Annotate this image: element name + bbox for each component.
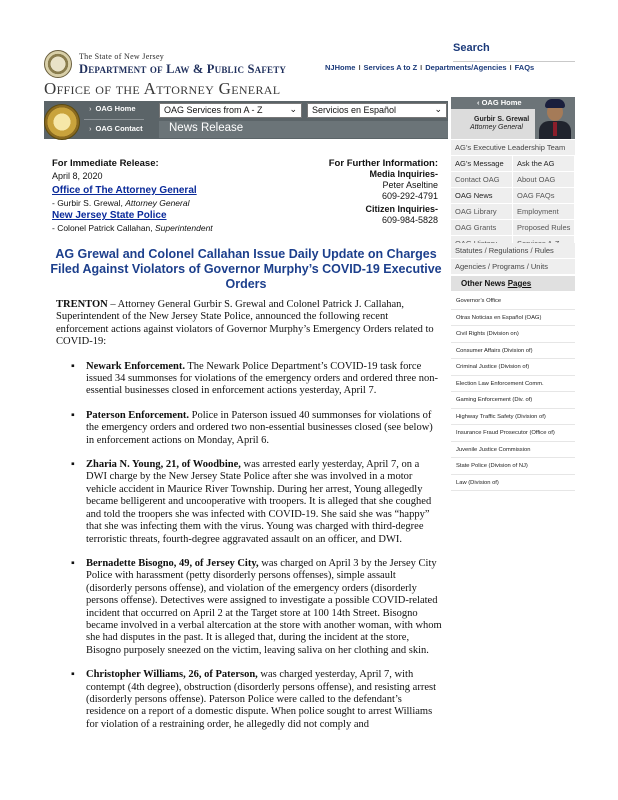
sidebar-oag-faqs[interactable]: OAG FAQs	[513, 188, 575, 204]
for-immediate-release: For Immediate Release:	[52, 158, 159, 169]
other-news-list	[451, 293, 575, 491]
nav-oag-home[interactable]: › OAG Home	[89, 104, 136, 113]
contact-block	[329, 158, 438, 226]
chevron-right-icon: ›	[89, 104, 92, 113]
lead-paragraph: TRENTON – Attorney General Gurbir S. Grewal and Colonel Patrick J. Callahan, Superintendent of the New Jersey State Police, announced the following recent enforcement actions against violators of Governor Murphy’s Emergency Orders related to COVID-19:	[56, 299, 434, 348]
further-info-heading: For Further Information:	[328, 158, 438, 169]
other-news-consumer-affairs[interactable]: Consumer Affairs (Division of)	[451, 343, 575, 360]
headline: AG Grewal and Colonel Callahan Issue Daily Update on Charges Filed Against Violators of Governor Murphy’s COVID-19 Executive Orders	[50, 247, 442, 291]
list-item: ▪ Zharia N. Young, 21, of Woodbine, was arrested early yesterday, April 7, on a DWI charge by the New Jersey State Police after she was involved in a motor vehicle accident in Maurice River Township. During her arrest, Young allegedly became belligerent and uncooperative with troopers. It is alleged that she coughed and told the troopers she was infected with COVID-19. She said she was “happy” that she was infecting them with the virus. Young was charged with third-degree terroristic threats, fourth-degree aggravated assault on an officer, and DWI.	[71, 459, 432, 545]
office-of-ag-link[interactable]: Office of The Attorney General	[52, 185, 197, 196]
citizen-label: Citizen Inquiries-	[365, 204, 438, 214]
sidebar-ask-the-ag[interactable]: Ask the AG	[513, 156, 575, 172]
link-njhome[interactable]: NJHome	[325, 63, 356, 72]
media-phone: 609-292-4791	[381, 191, 438, 201]
oag-seal-icon	[44, 104, 80, 140]
enforcement-list	[56, 361, 442, 732]
chevron-right-icon: ›	[89, 124, 92, 133]
other-news-civil-rights[interactable]: Civil Rights (Division on)	[451, 326, 575, 343]
police-person: - Colonel Patrick Callahan, Superintendent	[52, 223, 213, 233]
sidebar-grid	[451, 156, 575, 252]
search-input[interactable]	[453, 56, 575, 62]
ag-name: Gurbir S. Grewal	[474, 116, 530, 123]
state-police-link[interactable]: New Jersey State Police	[52, 210, 167, 221]
ag-photo	[535, 97, 575, 139]
sidebar-exec-team[interactable]: AG’s Executive Leadership Team	[451, 140, 575, 156]
sidebar-agencies[interactable]: Agencies / Programs / Units	[451, 259, 575, 275]
chevron-down-icon: ⌄	[434, 104, 442, 114]
sidebar-proposed-rules[interactable]: Proposed Rules	[513, 220, 575, 236]
sidebar-oag-grants[interactable]: OAG Grants	[451, 220, 513, 236]
link-departments-agencies[interactable]: Departments/Agencies	[425, 63, 507, 72]
sidebar-employment[interactable]: Employment	[513, 204, 575, 220]
services-select[interactable]: OAG Services from A - Z ⌄	[159, 103, 302, 118]
list-item: ▪ Christopher Williams, 26, of Paterson, was charged yesterday, April 7, with contempt (4th degree), obstruction (disorderly persons offense), and resisting arrest (disorderly persons offense). Paterson Police were called to the defendant’s residence on a report of a domestic dispute. When police sought to arrest Williams for violation of a restraining order, he allegedly did not comply and	[71, 669, 436, 730]
link-services-a-to-z[interactable]: Services A to Z	[363, 63, 418, 72]
ag-title: Attorney General	[470, 124, 523, 131]
other-news-election-law[interactable]: Election Law Enforcement Comm.	[451, 376, 575, 393]
other-news-governors-office[interactable]: Governor’s Office	[451, 293, 575, 310]
list-item: ▪ Bernadette Bisogno, 49, of Jersey City, was charged on April 3 by the Jersey City Police with harassment (petty disorderly persons offenses), simple assault (disorderly persons offense), and violation of the emergency orders (disorderly persons offense). Detectives were assigned to investigate a possible COVID-related incident that occurred on April 2 at the Target store at 100 14th Street. Bisogno became involved in a verbal altercation at the store with another woman, with whom she had disputes in the past. It is alleged that, during the incident at the store, Bisogno purposely sneezed on the victim, leaving saliva on her clothing and skin.	[71, 557, 442, 656]
nav-divider	[84, 119, 144, 120]
chevron-down-icon: ⌄	[289, 104, 297, 114]
other-news-criminal-justice[interactable]: Criminal Justice (Division of)	[451, 359, 575, 376]
department-title: Department of Law & Public Safety	[79, 62, 287, 76]
office-person: - Gurbir S. Grewal, Attorney General	[52, 198, 190, 208]
other-news-state-police[interactable]: State Police (Division of NJ)	[451, 458, 575, 475]
sidebar-statutes[interactable]: Statutes / Regulations / Rules	[451, 243, 575, 259]
sidebar-about-oag[interactable]: About OAG	[513, 172, 575, 188]
other-news-otras-noticias[interactable]: Otras Noticias en Español (OAG)	[451, 310, 575, 327]
sidebar-contact-oag[interactable]: Contact OAG	[451, 172, 513, 188]
other-news-heading: Other News Pages	[451, 276, 575, 291]
article-body	[56, 299, 442, 731]
chevron-left-icon: ‹	[477, 98, 480, 107]
media-name: Peter Aseltine	[382, 180, 438, 190]
state-line: The State of New Jersey	[79, 52, 165, 61]
nav-oag-contact[interactable]: › OAG Contact	[89, 124, 143, 133]
other-news-juvenile-justice[interactable]: Juvenile Justice Commission	[451, 442, 575, 459]
release-date: April 8, 2020	[52, 171, 103, 181]
top-links: NJHome I Services A to Z I Departments/Agencies I FAQs	[325, 63, 535, 72]
sidebar-oag-news[interactable]: OAG News	[451, 188, 513, 204]
sidebar-ags-message[interactable]: AG’s Message	[451, 156, 513, 172]
other-news-law-division[interactable]: Law (Division of)	[451, 475, 575, 492]
other-news-highway-traffic-safety[interactable]: Highway Traffic Safety (Division of)	[451, 409, 575, 426]
citizen-phone: 609-984-5828	[381, 215, 438, 225]
list-item: ▪ Paterson Enforcement. Police in Paterson issued 40 summonses for violations of the emergency orders and ordered two non-essential businesses closed (see below) in enforcement actions on Monday, April 6.	[71, 409, 433, 446]
sidebar-oag-library[interactable]: OAG Library	[451, 204, 513, 220]
list-item: ▪ Newark Enforcement. The Newark Police Department’s COVID-19 task force issued 34 summonses for violations of the emergency orders and ordered three non-essential businesses closed in enforcement actions yesterday, April 7.	[71, 360, 439, 397]
media-label: Media Inquiries-	[369, 169, 438, 179]
other-news-insurance-fraud[interactable]: Insurance Fraud Prosecutor (Office of)	[451, 425, 575, 442]
other-news-gaming-enforcement[interactable]: Gaming Enforcement (Div. of)	[451, 392, 575, 409]
nj-seal-icon	[44, 50, 72, 78]
office-title: Office of the Attorney General	[44, 79, 281, 98]
search-label: Search	[453, 42, 490, 54]
spanish-select[interactable]: Servicios en Español ⌄	[307, 103, 447, 118]
link-faqs[interactable]: FAQs	[514, 63, 535, 72]
news-release-banner: News Release	[159, 121, 448, 138]
sidebar-oag-home[interactable]: ‹ OAG Home	[451, 97, 575, 109]
